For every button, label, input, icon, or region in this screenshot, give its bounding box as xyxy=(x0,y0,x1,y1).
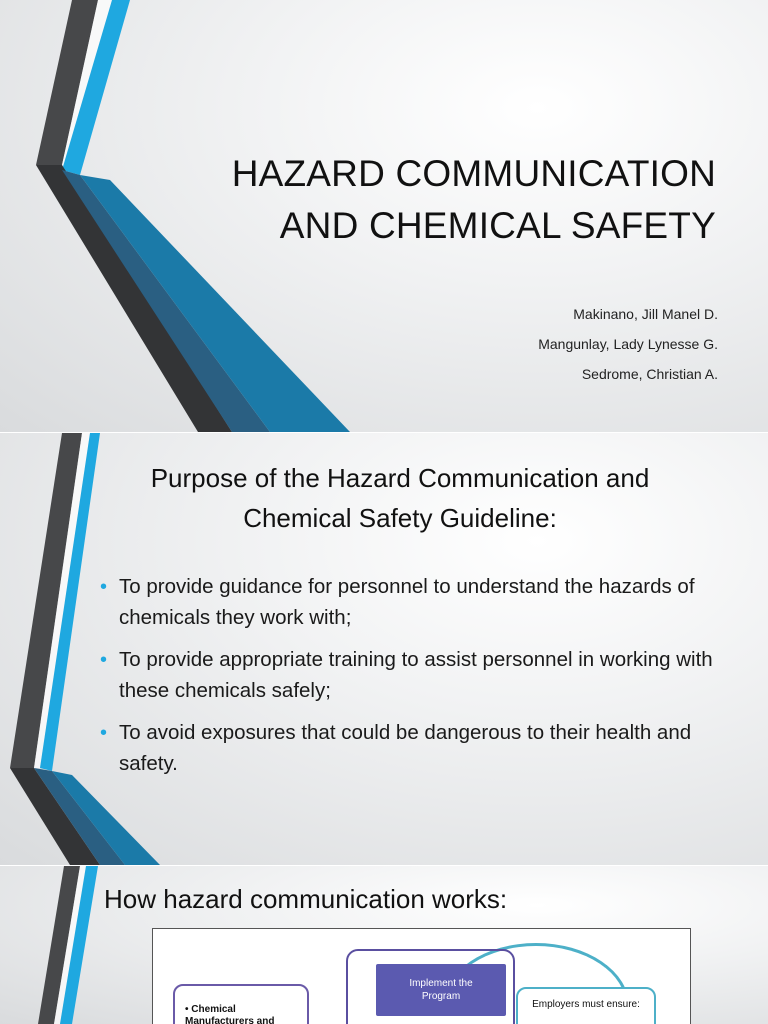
author-name: Makinano, Jill Manel D. xyxy=(573,306,718,322)
heading-line-1: Purpose of the Hazard Communication and xyxy=(150,463,650,493)
slide-how-it-works xyxy=(0,866,768,1024)
title-line-2: AND CHEMICAL SAFETY xyxy=(279,205,716,246)
title-line-1: HAZARD COMMUNICATION xyxy=(231,153,716,194)
author-name: Sedrome, Christian A. xyxy=(581,366,718,382)
hazard-communication-diagram xyxy=(152,928,691,1024)
slide-heading xyxy=(100,458,700,538)
bullet-dot-icon: • xyxy=(100,576,108,598)
slide-heading: How hazard communication works: xyxy=(104,884,508,914)
chemical-manufacturers-box: • Chemical Manufacturers and xyxy=(173,984,309,1024)
list-item: • To provide guidance for personnel to understand the hazards of chemicals they work with; xyxy=(100,575,695,629)
bullet-dot-icon: • xyxy=(100,649,108,671)
presentation-title xyxy=(116,148,716,252)
implement-program-box: Implement the Program xyxy=(376,964,506,1016)
list-item: • To provide appropriate training to assist personnel in working with these chemicals safely; xyxy=(100,648,713,702)
slide-title xyxy=(0,0,768,432)
slide-purpose xyxy=(0,433,768,865)
bullet-dot-icon: • xyxy=(100,722,108,744)
bullet-list xyxy=(100,571,750,790)
heading-line-2: Chemical Safety Guideline: xyxy=(243,503,557,533)
employers-box: Employers must ensure: xyxy=(516,987,656,1024)
list-item: • To avoid exposures that could be dangerous to their health and safety. xyxy=(100,721,692,775)
author-name: Mangunlay, Lady Lynesse G. xyxy=(538,336,718,352)
